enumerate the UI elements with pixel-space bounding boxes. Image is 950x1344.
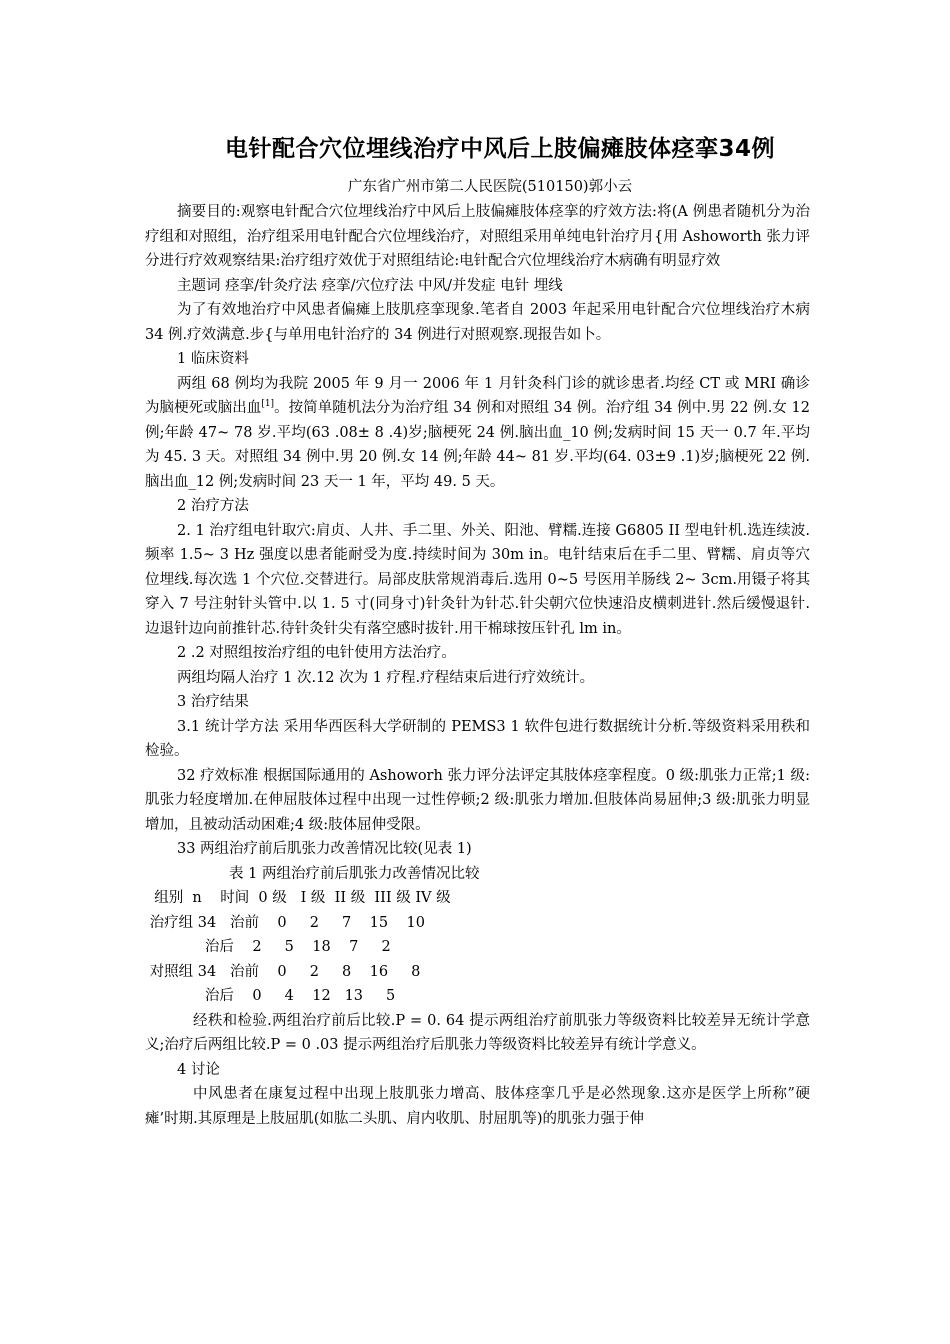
section-1-text: [145, 372, 810, 495]
introduction: 为了有效地治疗中风患者偏瘫上肢肌痉挛现象.笔者自 2003 年起采用电针配合穴位埋线治疗木病 34 例.疗效满意.步{与单用电针治疗的 34 例进行对照观察.现报告如卜。: [145, 302, 810, 343]
section-1-text-b: 。按简单随机法分为治疗组 34 例和对照组 34 例。治疗组 34 例中.男 22 例.女 12 例;年龄 47~ 78 岁.平均(63 .08± 8 .4)岁;脑梗死 24 例.脑出血_10 例;发病时间 15 天一 0.7 年.平均为 45. 3 天。对照组 34 例中.男 20 例.女 14 例;年龄 44~ 81 岁.平均(64. 03±9 .1)岁;脑梗死 22 例.脑出血_12 例;发病时间 23 天一 1 年，平均 49. 5 天。: [145, 400, 811, 490]
article-title: 电针配合穴位埋线治疗中风后上肢偏瘫肢体痉挛34例: [224, 136, 775, 162]
section-3-heading: 3 治疗结果: [177, 694, 249, 710]
author-affiliation: 广东省广州市第二人民医院(510150)郭小云: [347, 179, 633, 195]
abstract: 摘要目的:观察电针配合穴位埋线治疗中风后上肢偏瘫肢体痉挛的疗效方法:将(A 例患者随机分为治疗组和对照组，治疗组采用电针配合穴位埋线治疗，对照组采用单纯电针治疗月{用 Ashoworth 张力评分进行疗效观察结果:治疗组疗效优于对照组结论:电针配合穴位埋线治疗木病确有明显疗效: [145, 204, 810, 269]
section-3-2: 32 疗效标准 根据国际通用的 Ashoworh 张力评分法评定其肢体痉挛程度。0 级:肌张力正常;1 级:肌张力轻度增加.在伸屈肢体过程中出现一过性停顿;2 级:肌张力增加.但肢体尚易屈伸;3 级:肌张力明显增加，且被动活动困难;4 级:肢体屈伸受限。: [145, 767, 810, 833]
table-row: 治后 0 4 12 13 5: [145, 988, 396, 1004]
section-1-heading: 1 临床资料: [177, 351, 249, 367]
table-1: [145, 862, 810, 1009]
section-3-3: 33 两组治疗前后肌张力改善情况比较(见表 1): [177, 841, 472, 857]
keywords: 主题词 痉挛/针灸疗法 痉挛/穴位疗法 中风/并发症 电针 埋线: [177, 277, 563, 294]
section-2-3: 两组均隔人治疗 1 次.12 次为 1 疗程.疗程结束后进行疗效统计。: [177, 669, 595, 686]
section-3-1: 3.1 统计学方法 采用华西医科大学研制的 PEMS3 1 软件包进行数据统计分析.等级资料采用秩和检验。: [145, 718, 810, 759]
table-row: 治后 2 5 18 7 2: [145, 939, 391, 955]
section-2-heading: 2 治疗方法: [177, 498, 249, 514]
table-caption: 表 1 两组治疗前后肌张力改善情况比较: [229, 865, 480, 882]
section-3-result: 经秩和检验.两组治疗前后比较.P = 0. 64 提示两组治疗前肌张力等级资料比较差异无统计学意义;治疗后两组比较.P = 0 .03 提示两组治疗后肌张力等级资料比较差异有统计学意义。: [145, 1012, 810, 1053]
table-row: 对照组 34 治前 0 2 8 16 8: [145, 963, 421, 980]
citation-superscript: [1]: [261, 399, 275, 410]
section-4-text: 中风患者在康复过程中出现上肢肌张力增高、肢体痉挛几乎是必然现象.这亦是医学上所称”硬瘫’时期.其原理是上肢屈肌(如肱二头肌、肩内收肌、肘屈肌等)的肌张力强于伸: [145, 1086, 810, 1127]
section-4-heading: 4 讨论: [177, 1061, 220, 1078]
section-2-1: 2. 1 治疗组电针取穴:肩贞、人井、手二里、外关、阳池、臂糯.连接 G6805 II 型电针机.选连续波.频率 1.5~ 3 Hz 强度以患者能耐受为度.持续时间为 30m in。电针结束后在手二里、臂糯、肩贞等穴位埋线.每次选 1 个穴位.交替进行。局部皮肤常规消毒后.选用 0~5 号医用羊肠线 2~ 3cm.用镊子将其穿入 7 号注射针头管中.以 1. 5 寸(同身寸)针灸针为针芯.针尖朝穴位快速沿皮横刺进针.然后缓慢退针.边退针边向前推针芯.待针灸针尖有落空感时拔针.用干棉球按压针孔 lm in。: [145, 522, 810, 637]
section-2-2: 2 .2 对照组按治疗组的电针使用方法治疗。: [177, 645, 456, 661]
section-1-text-a: 两组 68 例均为我院 2005 年 9 月一 2006 年 1 月针灸科门诊的就诊患者.均经 CT 或 MRI 确诊为脑梗死或脑出血: [145, 375, 810, 416]
article-body: [145, 200, 810, 1131]
table-row: 治疗组 34 治前 0 2 7 15 10: [145, 914, 425, 931]
table-header-row: 组别 n 时间 0 级 I 级 II 级 III 级 IV 级: [145, 890, 451, 906]
